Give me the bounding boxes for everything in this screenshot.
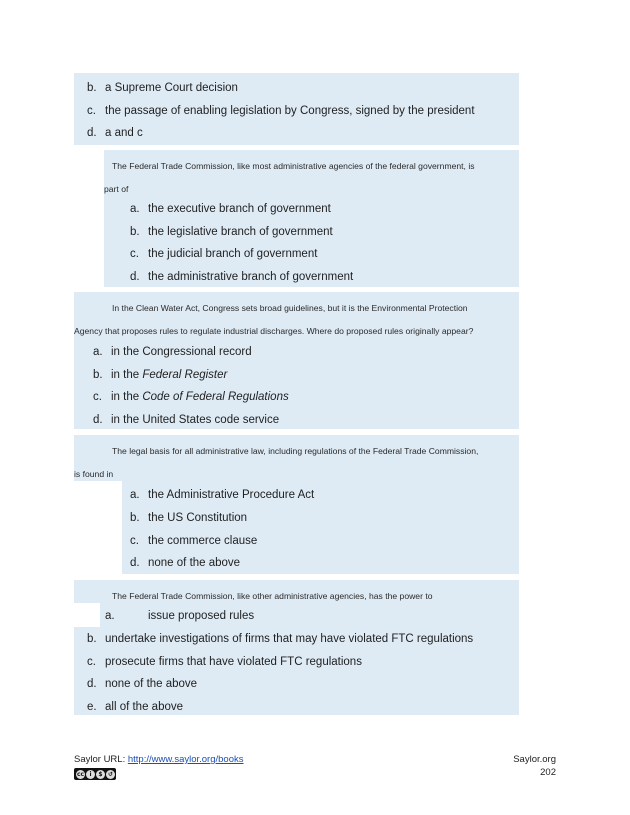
answer-letter: b. — [130, 226, 140, 238]
answer-text — [111, 369, 227, 381]
answer-text: a Supreme Court decision — [105, 82, 238, 94]
answer-letter: b. — [87, 82, 97, 94]
answer-text: the judicial branch of government — [148, 248, 318, 260]
answer-text: the commerce clause — [148, 535, 258, 547]
cc-by-nc-sa-icon — [74, 768, 116, 780]
answer-letter: a. — [130, 489, 140, 501]
cc-circle-icon: cc — [76, 770, 85, 778]
answer-letter: c. — [93, 391, 102, 403]
answer-text: the passage of enabling legislation by Congress, signed by the president — [105, 105, 475, 117]
answer-letter: b. — [87, 633, 97, 645]
answer-text-prefix: in the — [111, 391, 143, 403]
answer-text: none of the above — [148, 557, 241, 569]
answer-letter: d. — [87, 127, 97, 139]
answer-letter: a. — [130, 203, 140, 215]
block-gap — [74, 481, 122, 574]
answer-text: the executive branch of government — [148, 203, 331, 215]
answer-text-italic: Federal Register — [142, 369, 228, 381]
answer-text: the administrative branch of government — [148, 271, 354, 283]
answer-text-prefix: in the — [111, 369, 143, 381]
answer-letter: c. — [87, 105, 96, 117]
footer-site: Saylor.org — [513, 754, 556, 765]
question-text: The Federal Trade Commission, like other administrative agencies, has the power to — [112, 591, 433, 601]
answer-text-italic: Code of Federal Regulations — [142, 391, 289, 403]
answer-letter: a. — [93, 346, 103, 358]
answer-text: all of the above — [105, 701, 184, 713]
footer-source-label: Saylor URL: — [74, 754, 128, 765]
answer-letter: c. — [87, 656, 96, 668]
answer-text: issue proposed rules — [148, 610, 255, 622]
answer-letter: c. — [130, 248, 139, 260]
footer-url-link[interactable]: http://www.saylor.org/books — [127, 754, 244, 765]
question-text: part of — [104, 184, 129, 194]
answer-text: prosecute firms that have violated FTC regulations — [105, 656, 362, 668]
page-number: 202 — [540, 767, 556, 778]
question-text: The Federal Trade Commission, like most administrative agencies of the federal government, is — [112, 161, 475, 171]
block-gap — [74, 603, 100, 627]
question-text: Agency that proposes rules to regulate industrial discharges. Where do proposed rules originally appear? — [74, 326, 474, 336]
question-text: In the Clean Water Act, Congress sets broad guidelines, but it is the Environmental Protection — [112, 303, 468, 313]
answer-letter: b. — [93, 369, 103, 381]
answer-letter: d. — [130, 271, 140, 283]
answer-letter: d. — [87, 678, 97, 690]
question-text: is found in — [74, 469, 114, 479]
answer-text: a and c — [105, 127, 143, 139]
answer-text — [111, 391, 289, 403]
answer-letter: d. — [93, 414, 103, 426]
answer-letter: e. — [87, 701, 97, 713]
cc-by-icon: i — [86, 770, 95, 779]
question-text: The legal basis for all administrative law, including regulations of the Federal Trade Commission, — [112, 446, 479, 456]
answer-text: the legislative branch of government — [148, 226, 333, 238]
answer-text: the Administrative Procedure Act — [148, 489, 315, 501]
answer-text: none of the above — [105, 678, 198, 690]
answer-text: the US Constitution — [148, 512, 248, 524]
answer-text: in the Congressional record — [111, 346, 252, 358]
cc-sa-icon: ↺ — [107, 770, 114, 778]
answer-letter: d. — [130, 557, 140, 569]
answer-letter: b. — [130, 512, 140, 524]
footer-source — [74, 754, 244, 765]
answer-text: in the United States code service — [111, 414, 280, 426]
answer-letter: c. — [130, 535, 139, 547]
answer-text: undertake investigations of firms that may have violated FTC regulations — [105, 633, 474, 645]
cc-nc-icon: $ — [96, 770, 105, 779]
answer-letter: a. — [105, 610, 115, 622]
